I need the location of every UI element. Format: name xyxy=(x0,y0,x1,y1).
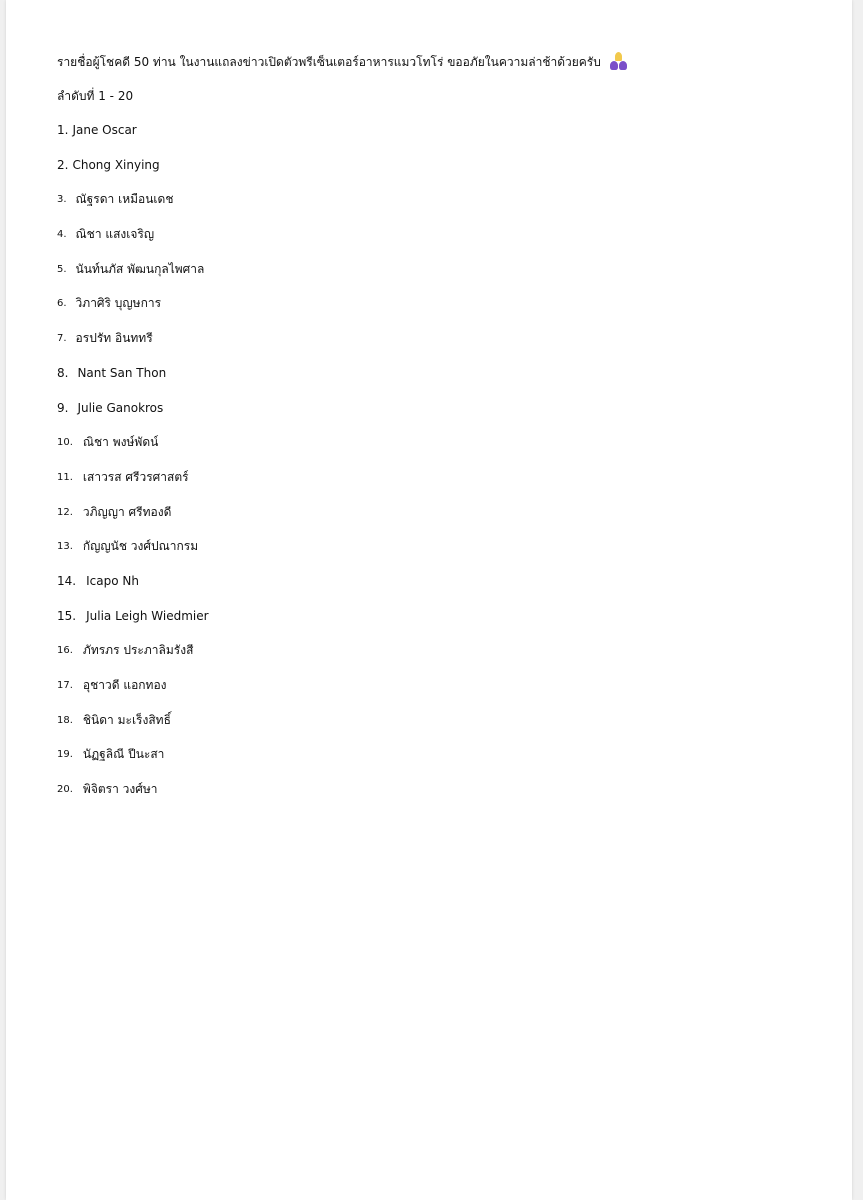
item-number: 10. xyxy=(57,437,73,449)
item-name: นันท์นภัส พัฒนกุลไพศาล xyxy=(75,261,205,276)
item-number: 3. xyxy=(57,194,67,206)
item-number: 12. xyxy=(57,506,73,518)
item-name: ณัฐรดา เหมือนเดช xyxy=(75,192,174,207)
item-number: 6. xyxy=(57,298,67,310)
item-number: 4. xyxy=(57,229,67,241)
item-name: Nant San Thon xyxy=(77,365,167,380)
item-number: 9. xyxy=(57,400,69,415)
item-name: Icapo Nh xyxy=(86,573,139,588)
list-item xyxy=(57,710,832,745)
item-name: Jane Oscar xyxy=(72,123,137,137)
item-name: ณิชา แสงเจริญ xyxy=(75,227,155,242)
item-name: ณิชา พงษ์พัดน์ xyxy=(82,435,159,450)
list-item xyxy=(57,120,832,155)
item-name: กัญญนัช วงศ์ปณากรม xyxy=(82,539,199,554)
list-item xyxy=(57,224,832,259)
item-name: พิจิตรา วงศ์ษา xyxy=(82,782,158,797)
winners-list xyxy=(57,120,832,814)
list-item xyxy=(57,744,832,779)
list-item xyxy=(57,675,832,710)
item-name: ภัทรภร ประภาลิมรังสี xyxy=(82,643,194,658)
list-item xyxy=(57,779,832,814)
list-item xyxy=(57,536,832,571)
item-name: วิภาศิริ บุญษการ xyxy=(75,296,162,311)
folded-hands-icon xyxy=(609,52,629,72)
list-item xyxy=(57,432,832,467)
list-item xyxy=(57,293,832,328)
item-name: Julie Ganokros xyxy=(77,400,164,415)
range-label: ลำดับที่ 1 - 20 xyxy=(57,89,134,103)
item-number: 11. xyxy=(57,471,73,483)
list-item xyxy=(57,571,832,606)
list-item xyxy=(57,328,832,363)
item-number: 8. xyxy=(57,365,69,380)
item-number: 20. xyxy=(57,784,73,796)
item-name: ชินิดา มะเร็งสิทธิ์ xyxy=(82,712,171,727)
intro-text: รายชื่อผู้โชคดี 50 ท่าน ในงานแถลงข่าวเปิดตัวพรีเซ็นเตอร์อาหารแมวโทโร่ ขออภัยในความล่าช้าด้วยครับ xyxy=(57,55,601,69)
item-number: 1. xyxy=(57,123,69,137)
list-item xyxy=(57,155,832,190)
list-item xyxy=(57,363,832,398)
item-number: 16. xyxy=(57,645,73,657)
item-number: 5. xyxy=(57,263,67,275)
item-name: อุชาวดี แอกทอง xyxy=(82,678,167,692)
intro-line xyxy=(57,52,832,72)
item-name: เสาวรส ศรีวรศาสตร์ xyxy=(82,469,189,484)
item-number: 17. xyxy=(57,680,73,691)
item-number: 2. xyxy=(57,157,69,172)
item-number: 14. xyxy=(57,573,77,588)
item-name: นัฏฐลิณี ปีนะสา xyxy=(82,747,165,762)
list-item xyxy=(57,467,832,502)
item-name: Chong Xinying xyxy=(72,157,160,172)
list-item xyxy=(57,259,832,294)
item-number: 19. xyxy=(57,749,73,761)
item-number: 15. xyxy=(57,608,77,623)
item-name: วภิญญา ศรีทองดี xyxy=(82,504,172,519)
list-item xyxy=(57,398,832,433)
item-number: 18. xyxy=(57,714,73,726)
item-number: 7. xyxy=(57,333,67,345)
list-item xyxy=(57,189,832,224)
document-content xyxy=(57,52,832,814)
document-page xyxy=(6,0,852,1200)
list-item xyxy=(57,502,832,537)
item-number: 13. xyxy=(57,541,73,553)
item-name: อรปรัท อินททรี xyxy=(75,331,153,346)
list-item xyxy=(57,606,832,641)
list-item xyxy=(57,640,832,675)
item-name: Julia Leigh Wiedmier xyxy=(86,608,209,623)
